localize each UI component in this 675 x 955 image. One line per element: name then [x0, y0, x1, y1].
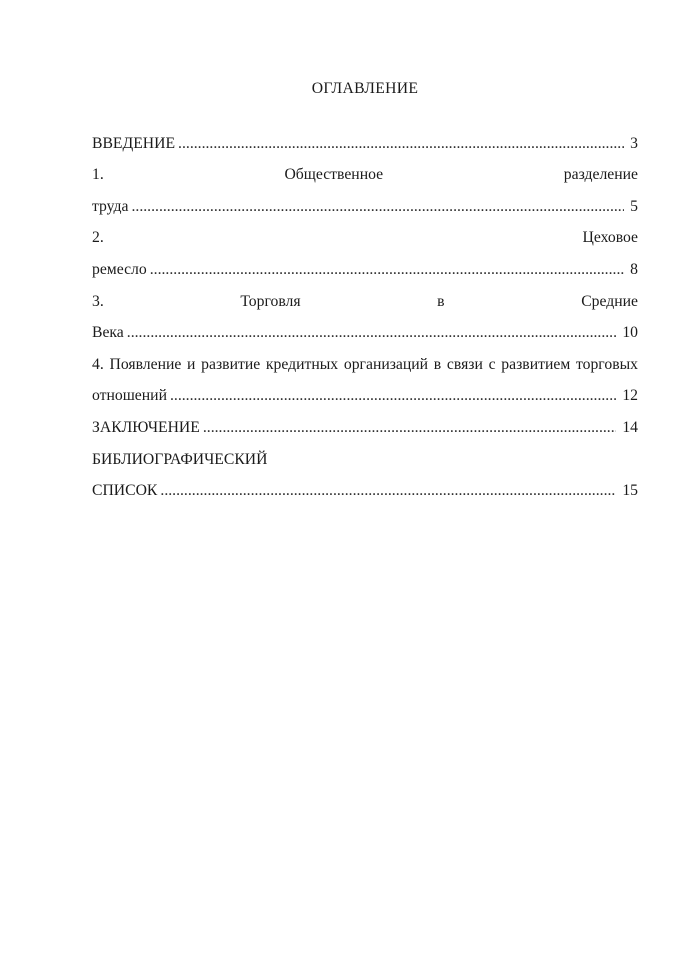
toc-entry-page-number: 15: [616, 475, 638, 507]
toc-leader-dots: [178, 135, 638, 152]
page-title: ОГЛАВЛЕНИЕ: [311, 80, 419, 97]
toc-entry-label: 2. Цеховое ремесло: [92, 229, 638, 278]
toc-entry-label: ВВЕДЕНИЕ: [92, 134, 176, 152]
toc-entry-label: БИБЛИОГРАФИЧЕСКИЙ СПИСОК: [92, 450, 268, 500]
toc-entry-label: ЗАКЛЮЧЕНИЕ: [92, 418, 200, 436]
toc-entry-page-number: 3: [624, 128, 638, 160]
toc-entry-page-number: 10: [616, 317, 638, 349]
toc-entry[interactable]: [92, 222, 638, 285]
toc-leader-dots: [150, 261, 638, 278]
toc-entry-page-number: 14: [616, 412, 638, 444]
toc-entry-page-number: 12: [616, 380, 638, 412]
toc-entry[interactable]: [92, 128, 638, 160]
toc-entry-label: 4. Появление и развитие кредитных организаций в связи с развитием торговых отношений: [92, 355, 638, 405]
toc-leader-dots: [160, 482, 638, 499]
toc-entry-page-number: 5: [624, 191, 638, 223]
toc-entry[interactable]: [92, 444, 638, 507]
toc-leader-dots: [127, 324, 638, 341]
toc-entry-label: 3. Торговля в Средние Века: [92, 292, 638, 342]
toc-entry-page-number: 8: [624, 254, 638, 286]
toc-entry[interactable]: [92, 286, 638, 349]
toc-entry[interactable]: [92, 349, 638, 412]
toc-entry-label: 1. Общественное разделение труда: [92, 166, 638, 215]
toc-leader-dots: [131, 198, 638, 215]
toc-leader-dots: [170, 387, 638, 404]
toc-leader-dots: [203, 419, 638, 436]
toc-entry[interactable]: [92, 412, 638, 444]
toc-entry[interactable]: [92, 159, 638, 222]
table-of-contents: [92, 128, 638, 507]
